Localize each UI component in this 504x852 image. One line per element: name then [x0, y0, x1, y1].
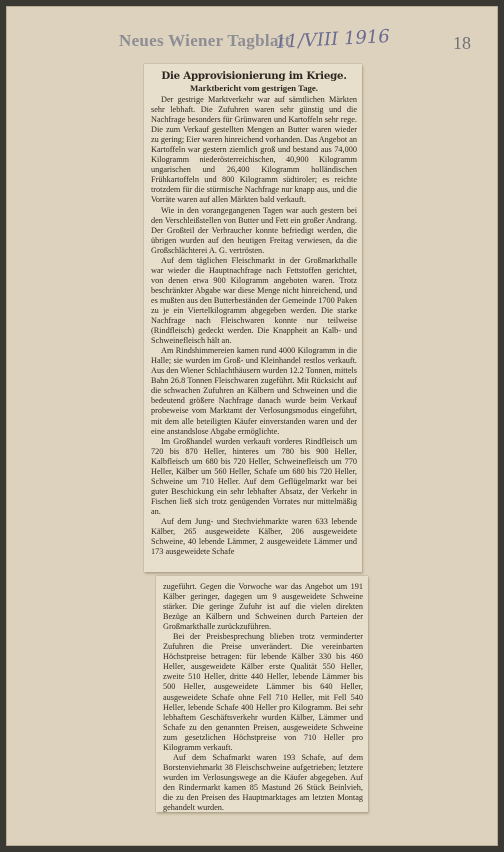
article-paragraph: Bei der Preisbesprechung blieben trotz verminderter Zufuhren die Preise unverändert. Die vereinbarten Höchstpreise betragen: für lebende Kälber 330 bis 460 Heller, ausgeweidete Kälber erste Qualität 550 Heller, zweite 510 Heller, dritte 440 Heller, lebende Lämmer bis 500 Heller, ausgeweidete Lämmer bis 640 Heller, ausgeweidete Schafe ohne Fell 710 Heller, mit Fell 540 Heller, lebende Schafe 400 Heller pro Kilogramm. Bei sehr lebhaftem Geschäftsverkehr wurden Kälber, Lämmer und Schafe zu den genannten Preisen, ausgeweidete Schweine zum gesetzlichen Höchstpreise von 710 Heller pro Kilogramm verkauft. — [163, 632, 363, 752]
article-paragraph: Auf dem Schafmarkt waren 193 Schafe, auf dem Borstenviehmarkt 38 Fleischschweine aufgetrieben; letztere wurden im Verlosungswege an die Käufer abgegeben. Auf den Rindermarkt kamen 85 Mastund 26 Stück Beinlvieh, die zu den Preisen des Hauptmarktages am letzten Montag gehandelt wurden. — [163, 752, 363, 813]
article-continuation: zugeführt. Gegen die Vorwoche war das Angebot um 191 Kälber geringer, dagegen um 9 ausgeweidete Schweine stärker. Die geringe Zufuhr ist auf die vielen direkten Bezüge an Kälbern und Schweinen durch Parteien der Großmarkthalle zurückzuführen. — [163, 582, 363, 632]
article-clipping-top — [144, 64, 362, 572]
article-paragraph: Wie in den vorangegangenen Tagen war auch gestern bei den Verschleißstellen von Butter und Fett ein großer Andrang. Der Großteil der Verbraucher konnte befriedigt werden, die übrigen wurden auf den heutigen Freitag verwiesen, da die Großschlächterei A. G. vertrösten. — [151, 205, 357, 255]
handwritten-date: 11/VIII 1916 — [274, 26, 391, 53]
article-clipping-bottom — [156, 576, 368, 812]
article-paragraph: Am Rindshimmereien kamen rund 4000 Kilogramm in die Halle; sie wurden im Groß- und Kleinhandel restlos verkauft. Aus den Wiener Schlachthäusern wurden 12.2 Tonnen, mittels Bahn 26.8 Tonnen Fleischwaren zugeführt. Mit Rücksicht auf die schwachen Zufuhren an Kälbern und Schweinen und die bedeutend größere Nachfrage danach wurde beim Verkauf probeweise vom Marktamt der Verlosungsmodus eingeführt, mit dem alle beteiligten Käufer einverstanden waren und der eine anstandslose Abgabe ermöglichte. — [151, 346, 357, 436]
newspaper-name: Neues Wiener Tagblatt — [119, 31, 291, 50]
article-paragraph: Auf dem täglichen Fleischmarkt in der Großmarkthalle war wieder die Hauptnachfrage nach Fettstoffen gerichtet, von denen etwa 900 Kilogramm angeboten waren. Trotz beschränkter Abgabe war diese Menge nicht hinreichend, und es mußten aus den Butterbeständen der Gemeinde 1700 Paken zu je ein Viertelkilogramm abgegeben werden. Die starke Nachfrage nach Fleischwaren konnte nur teilweise (Rindfleisch) gedeckt werden. Die Knappheit an Kalb- und Schweinefleisch hält an. — [151, 255, 357, 346]
article-subtitle: Marktbericht vom gestrigen Tage. — [189, 83, 319, 93]
page-number: 18 — [453, 33, 471, 53]
article-title: Die Approvisionierung im Kriege. — [161, 70, 347, 82]
article-paragraph: Der gestrige Marktverkehr war auf sämtlichen Märkten sehr lebhaft. Die Zufuhren waren sehr günstig und die Nachfrage besonders für Grünwaren und Kartoffeln sehr rege. Die zum Verkauf gestellten Mengen an Butter waren wieder zu gering; Eier waren hinreichend vorhanden. Das Angebot an Kartoffeln war gestern ziemlich groß und bestand aus 74,000 Kilogramm niederösterreichischen, 40,900 Kilogramm ungarischen und 26,400 Kilogramm holländischen Frühkartoffeln und 800 Kilogramm südtiroler; es reichte trotzdem für die stürmische Nachfrage nur knapp aus, und die Vorräte waren auf allen Märkten bald verkauft. — [151, 95, 357, 205]
article-paragraph: Auf dem Jung- und Stechviehmarkte waren 633 lebende Kälber, 265 ausgeweidete Kälber, 206 ausgeweidete Schweine, 40 lebende Lämmer, 2 ausgeweidete Lämmer und 173 ausgeweidete Schafe — [151, 516, 357, 557]
article-paragraph: Im Großhandel wurden verkauft vorderes Rindfleisch um 720 bis 870 Heller, hinteres um 780 bis 900 Heller, Kalbfleisch um 680 bis 720 Heller, Schweinefleisch um 770 Heller, Kälber um 560 Heller, Schafe um 680 bis 720 Heller, Schweine um 710 Heller. Auf dem Geflügelmarkt war bei guter Beschickung ein sehr lebhafter Absatz, der Verkehr in Fischen ließ sich trotz genügenden Vorrates nur mittelmäßig an. — [151, 436, 357, 516]
